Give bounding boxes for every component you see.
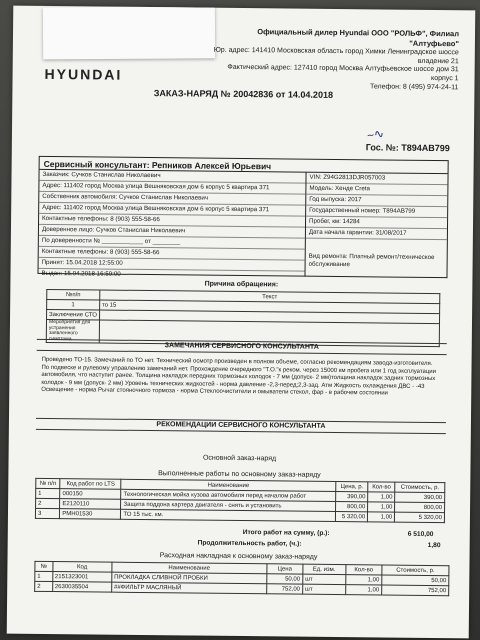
col-num: № [35, 561, 53, 571]
hyundai-logo: HYUNDAI [44, 65, 123, 83]
duration-value: 1,80 [427, 541, 441, 550]
cell: 2 [36, 498, 60, 508]
cell: 3 [35, 508, 59, 518]
cell: 1,00 [368, 492, 395, 502]
customer: Заказчик: Сучков Станислав Николаевич [39, 170, 305, 184]
cell: ТО 15 тыс. км. [121, 509, 336, 521]
model: Модель: Хенде Creta [306, 184, 447, 196]
legal-address: Юр. адрес: 141410 Московская область город Химки Ленинградское шоссе [213, 46, 459, 57]
cell: 800,00 [395, 502, 445, 513]
issued-date: Выдан: 15.04.2018 16:59:00 [41, 269, 121, 278]
col-name: Наименование [121, 479, 336, 491]
col-qty: Кол-во [368, 482, 395, 492]
cell: 50,00 [382, 575, 449, 586]
cell: ПРОКЛАДКА СЛИВНОЙ ПРОБКИ [112, 572, 267, 584]
col-code: Код работ по LTS [60, 479, 121, 490]
cell: E2120110 [60, 499, 121, 510]
customer-block [37, 170, 306, 277]
cell: 5 320,00 [395, 512, 445, 523]
col-num: № п/п [36, 478, 60, 488]
cell: 1,00 [345, 575, 382, 585]
paper-sticker [43, 6, 215, 59]
recommendations-title: РЕКОМЕНДАЦИИ СЕРВИСНОГО КОНСУЛЬТАНТА [36, 418, 446, 434]
cell: 1 [36, 488, 60, 498]
trust-doc: По доверенности № ____________ от ________ [39, 236, 305, 250]
trustee: Доверенное лицо: Сучков Станислав Николаевич [39, 225, 305, 239]
actual-address: Фактический адрес: 127410 город Москва Алтуфьевское шоссе дом 31 корпус 1 [227, 64, 459, 83]
remarks-text: Проведено ТО-15. Замечаний по ТО нет. Технический осмотр произведен в полном объеме, согласно рекомендациям завода-изготовителя. По подвеске и рулевому управлению замечаний нет. Прохождение очередного "Т.О."к реком. через 15000 км пробега или 1 год эксплуатации автомобиля, что наступит ранее. Толщина накладок передних тормозных колодок - 7 мм (допуск- 2 мм)толщина накладок задних тормозных колодок - 9 мм (допуск- 2 мм) Уровень технических жидкостей - норма давление -2,3-перед;2,3-зад. Атм Жидкость охлаждения ДВС - -43 Освещение - норма Рычаг стояночного тормоза - норма Стеклоочистители и омыватели стекол, фар - в рабочем состоянии [41, 356, 437, 397]
customer-address: Адрес: 111402 город Москва улица Вешняковская дом 6 корпус 5 квартира 371 [39, 181, 305, 195]
document-title: ЗАКАЗ-НАРЯД № 20042836 от 14.04.2018 [153, 88, 334, 100]
works-total-value: 6 510,00 [407, 530, 434, 539]
cell: PMH01530 [60, 509, 121, 520]
work-order-document [7, 6, 476, 639]
parts-title: Расходная накладная к основному заказ-наряду [159, 552, 318, 561]
owner-address: Адрес: 111402 город Москва улица Вешняковская дом 6 корпус 5 квартира 371 [39, 203, 305, 217]
remarks-title: ЗАМЕЧАНИЯ СЕРВИСНОГО КОНСУЛЬТАНТА [37, 339, 447, 355]
works-table [35, 478, 445, 523]
cell: шт [303, 574, 346, 584]
cell: 1,00 [368, 502, 395, 512]
cell: 752,00 [382, 585, 449, 596]
year: Год выпуска: 2017 [306, 195, 447, 207]
reason-text: то 15 [99, 300, 439, 314]
owner: Собственник автомобиля: Сучков Станислав Николаевич [39, 192, 305, 206]
cell: Технологическая мойка кузова автомобиля перед началом работ [121, 489, 336, 501]
cell: 752,00 [266, 584, 302, 594]
cell: 2151323001 [52, 572, 111, 583]
col-text: Текст [100, 290, 440, 304]
col-qty: Кол-во [345, 565, 382, 575]
cell: 1,00 [345, 585, 382, 595]
cell: шт [302, 584, 345, 594]
dealer-phone: Телефон: 8 (495) 974-24-11 [369, 82, 459, 91]
col-cost: Стоимость, р. [395, 482, 445, 493]
cell: 390,00 [335, 491, 368, 501]
col-number: №п/п [47, 289, 100, 300]
works-total-label: Итого работ на сумму, (р.): [242, 529, 330, 537]
warranty-start: Дата начала гарантии: 31/08/2017 [306, 228, 447, 240]
signature: ~∿ [365, 126, 386, 143]
col-unit: Ед. изм. [303, 564, 346, 574]
cell: 50,00 [267, 574, 303, 584]
vehicle-block [305, 173, 448, 278]
legal-address-2: владение 21 [417, 57, 459, 66]
dealer-header [208, 28, 459, 93]
trust-doc-label: По доверенности № [41, 236, 101, 245]
trustee-phones: Контактные телефоны: 8 (903) 555-58-66 [39, 247, 305, 261]
state-number: Государственный номер: Т894АВ799 [306, 206, 447, 218]
duration-label: Продолжительность работ, (ч.): [197, 539, 302, 548]
mileage: Пробег, км: 14284 [306, 217, 447, 229]
col-code: Код [53, 562, 112, 573]
cell: 390,00 [395, 492, 445, 503]
contact-phones: Контактные телефоны: 8 (903) 555-58-66 [39, 214, 305, 228]
dealer-name: Официальный дилер Hyundai ООО "РОЛЬФ", Филиал "Алтуфьево" [257, 27, 460, 48]
col-cost: Стоимость, р. [382, 565, 449, 576]
repair-type: Вид ремонта: Платный ремонт/техническое обслуживание [308, 252, 435, 269]
cell: ##ФИЛЬТР МАСЛЯНЫЙ [111, 582, 266, 594]
col-name: Наименование [112, 562, 267, 574]
cell: 2 [35, 581, 53, 591]
order-subtitle: Основной заказ-наряд [202, 454, 277, 463]
works-title: Выполненные работы по основному заказ-наряду [158, 470, 321, 479]
reg-number: Гос. №: Т894АВ799 [365, 142, 450, 154]
cell: 5 320,00 [335, 511, 368, 521]
col-price: Цена, р. [336, 482, 369, 492]
service-consultant: Сервисный консультант: Репников Алексей Юрьевич [39, 156, 449, 174]
col-price: Цена [267, 564, 303, 574]
reasons-table [46, 289, 441, 347]
cell: 1 [35, 571, 53, 581]
cell: 2630035504 [52, 582, 111, 593]
trust-from-label: от [144, 237, 151, 246]
cell: Защита поддона картера двигателя - снять и установить [121, 499, 336, 511]
rec-label: Мероприятия для устранения заявленного симптома [46, 319, 99, 343]
cell: 000150 [60, 489, 121, 500]
cell: 1,00 [368, 512, 395, 522]
accepted-date: Принят: 15.04.2018 12:55:00 [39, 258, 305, 272]
cell: 800,00 [335, 501, 368, 511]
reasons-title: Причина обращения: [204, 280, 279, 289]
reason-number: 1 [47, 299, 100, 310]
parts-table [34, 561, 449, 596]
vin: VIN: Z94G2813DJR057003 [306, 173, 447, 185]
sto-label: Заключение СТО [47, 309, 100, 320]
